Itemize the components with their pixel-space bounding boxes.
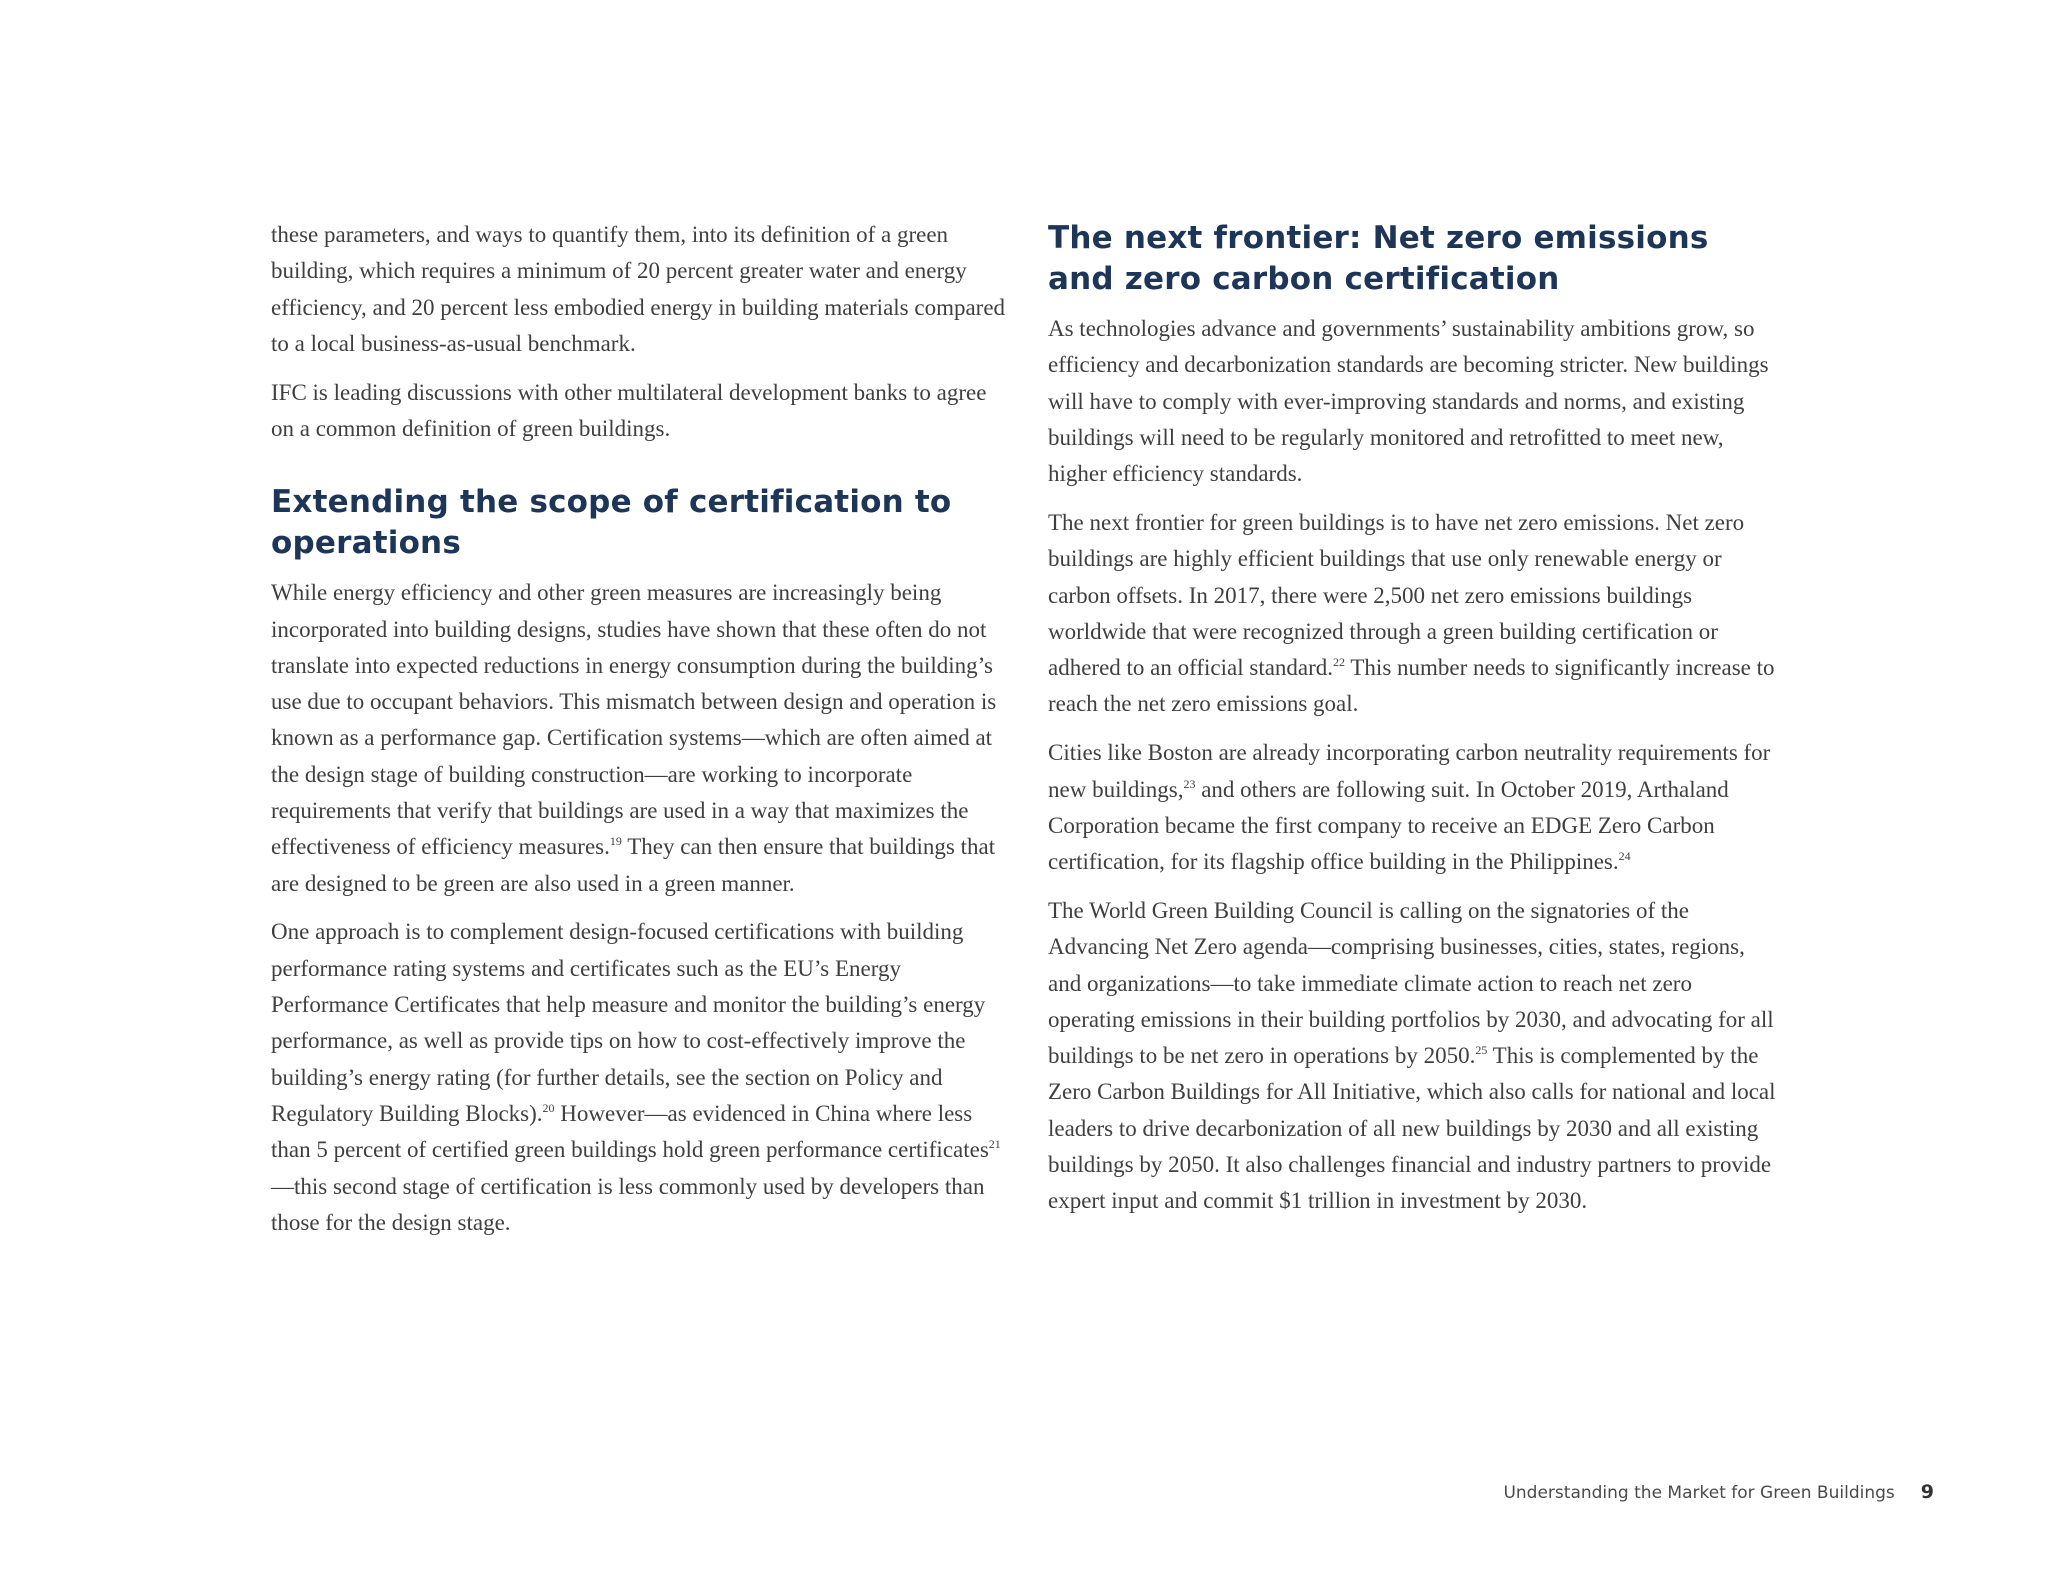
paragraph-text: Cities like Boston are already incorporating carbon neutrality requirements for new buildings,: [1048, 740, 1771, 802]
paragraph: As technologies advance and governments’ sustainability ambitions grow, so efficiency and decarbonization standards are becoming stricter. New buildings will have to comply with ever-improving standards and norms, and existing buildings will need to be regularly monitored and retrofitted to meet new, higher efficiency standards.: [1048, 316, 1769, 487]
paragraph-text: The World Green Building Council is calling on the signatories of the Advancing Net Zero agenda—comprising businesses, cities, states, regions, and organizations—to take immediate climate action to reach net zero operating emissions in their building portfolios by 2030, and advocating for all buildings to be net zero in operations by 2050.: [1048, 897, 1774, 1069]
page-number: 9: [1920, 1481, 1934, 1503]
footnote-ref: 20: [542, 1100, 555, 1115]
paragraph: these parameters, and ways to quantify them, into its definition of a green building, which requires a minimum of 20 percent greater water and energy efficiency, and 20 percent less embodied energy in building materials compared to a local business-as-usual benchmark.: [271, 222, 1006, 356]
paragraph-text: This number needs to significantly increase to reach the net zero emissions goal.: [1048, 655, 1775, 717]
running-title: Understanding the Market for Green Buildings: [1503, 1483, 1895, 1503]
paragraph: [1048, 505, 1778, 723]
paragraph: [271, 575, 1011, 902]
footnote-ref: 21: [988, 1137, 1001, 1152]
left-column: [271, 217, 1011, 1254]
section-heading: The next frontier: Net zero emissions and zero carbon certification: [1048, 220, 1709, 297]
right-column: [1048, 218, 1778, 1232]
paragraph-text: One approach is to complement design-focused certifications with building performance rating systems and certificates such as the EU’s Energy Performance Certificates that help measure and monitor the building’s energy performance, as well as provide tips on how to cost-effectively improve the building’s energy rating (for further details, see the section on Policy and Regulatory Building Blocks).: [271, 919, 986, 1126]
paragraph-text: The next frontier for green buildings is to have net zero emissions. Net zero buildings are highly efficient buildings that use only renewable energy or carbon offsets. In 2017, there were 2,500 net zero emissions buildings worldwide that were recognized through a green building certification or adhered to an official standard.: [1048, 509, 1745, 681]
paragraph: [1048, 893, 1778, 1220]
paragraph: IFC is leading discussions with other multilateral development banks to agree on a common definition of green buildings.: [271, 379, 987, 441]
paragraph-text: However—as evidenced in China where less than 5 percent of certified green buildings hold green performance certificates: [271, 1100, 989, 1163]
footnote-ref: 22: [1333, 655, 1346, 670]
paragraph: [1048, 735, 1778, 880]
paragraph-text: This is complemented by the Zero Carbon Buildings for All Initiative, which also calls for national and local leaders to drive decarbonization of all new buildings by 2030 and all existing buildings by 2050. It also challenges financial and industry partners to provide expert input and commit $1 trillion in investment by 2030.: [1048, 1043, 1776, 1214]
footnote-ref: 24: [1618, 849, 1631, 864]
paragraph: [271, 914, 1011, 1241]
footnote-ref: 19: [609, 834, 622, 849]
section-heading: Extending the scope of certification to operations: [271, 484, 952, 562]
page-footer: [1503, 1481, 1934, 1503]
paragraph-text: While energy efficiency and other green measures are increasingly being incorporated into building designs, studies have shown that these often do not translate into expected reductions in energy consumption during the building’s use due to occupant behaviors. This mismatch between design and operation is known as a performance gap. Certification systems—which are often aimed at the design stage of building construction—are working to incorporate requirements that verify that buildings are used in a way that maximizes the effectiveness of efficiency measures.: [271, 580, 997, 860]
paragraph-text: —this second stage of certification is less commonly used by developers than those for the design stage.: [271, 1173, 985, 1235]
paragraph-text: and others are following suit. In October 2019, Arthaland Corporation became the first company to receive an EDGE Zero Carbon certification, for its flagship office building in the Philippines.: [1048, 776, 1729, 875]
footnote-ref: 25: [1475, 1043, 1488, 1058]
footnote-ref: 23: [1183, 776, 1196, 791]
paragraph-text: They can then ensure that buildings that are designed to be green are also used in a green manner.: [271, 834, 996, 896]
